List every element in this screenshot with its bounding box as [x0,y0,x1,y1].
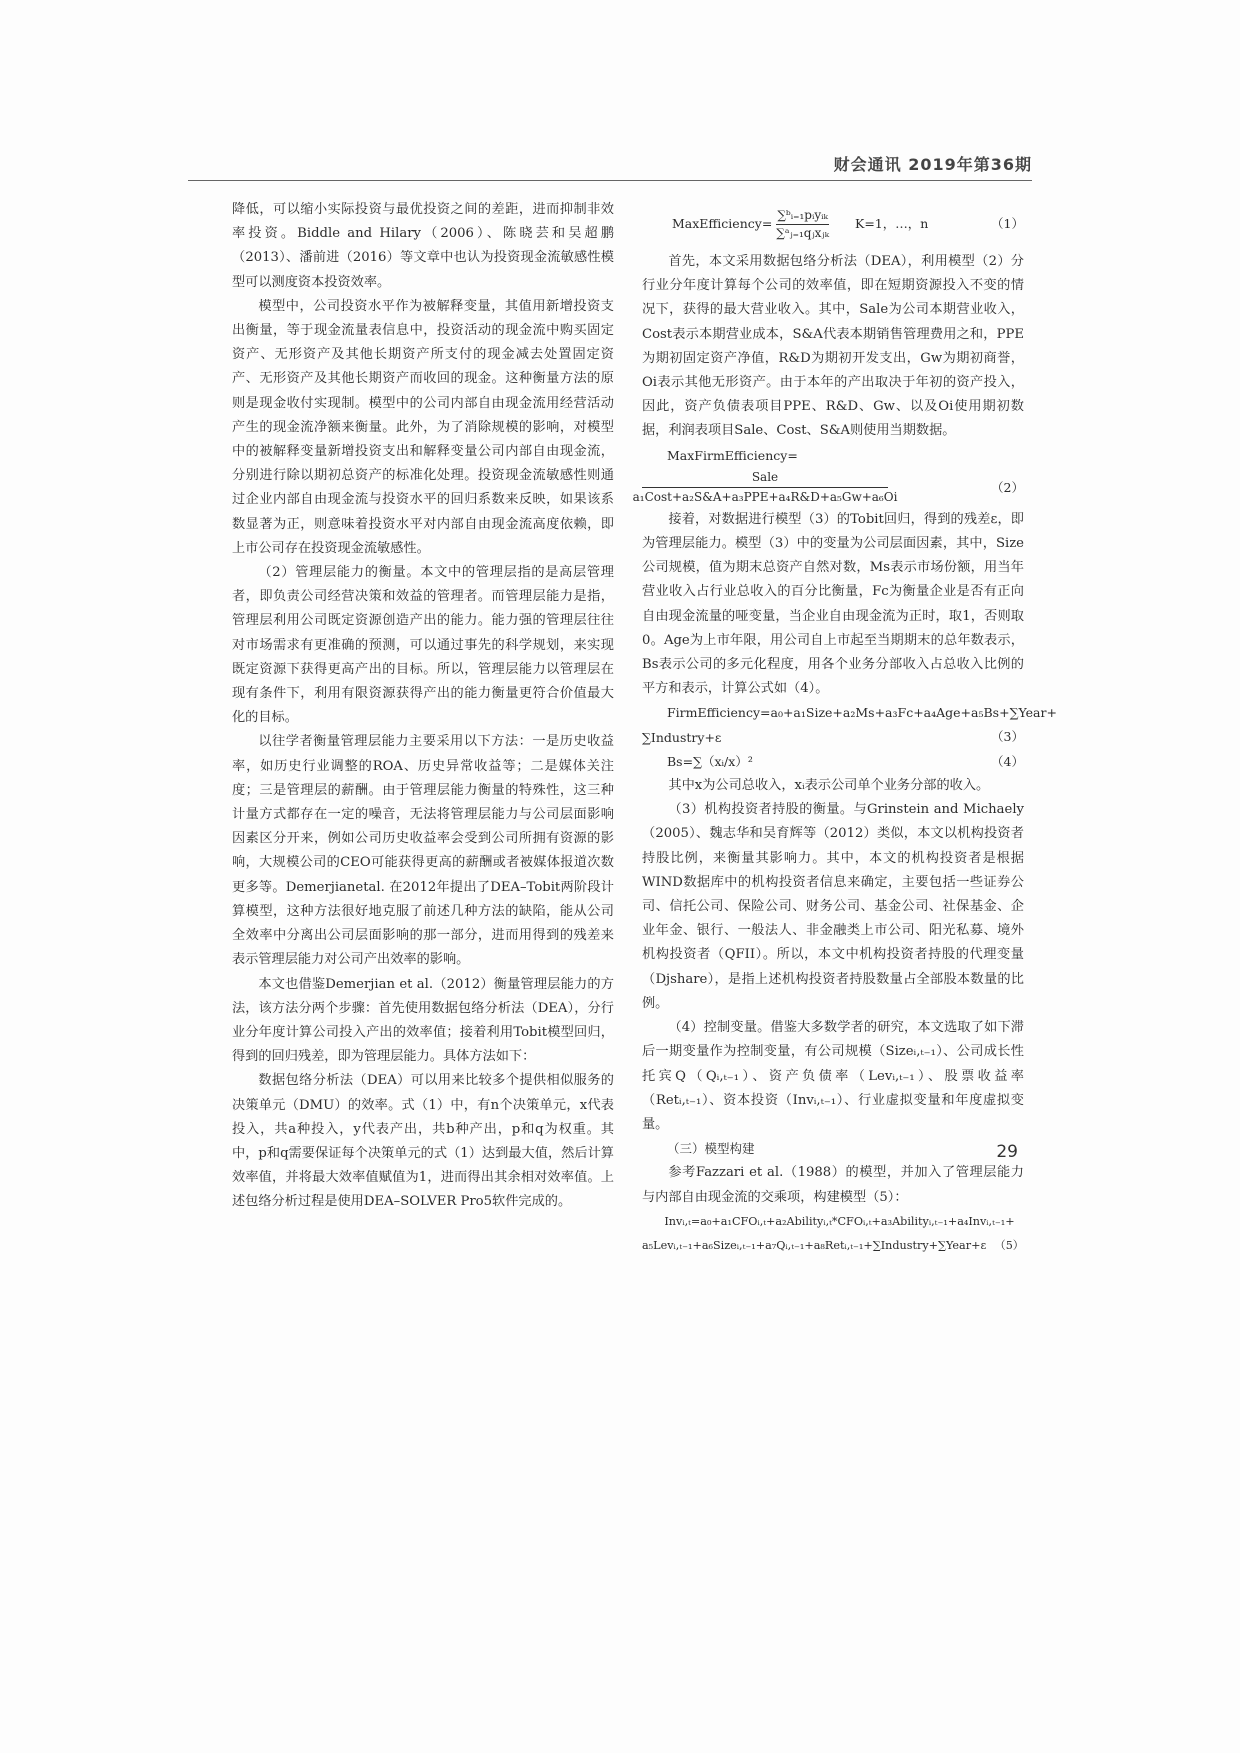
equation-5 [642,1210,1024,1258]
eq3-line1: FirmEfficiency=a₀+a₁Size+a₂Ms+a₃Fc+a₄Age+a₅Bs+∑Year+ [667,705,1057,721]
right-paragraphs-b [642,508,1024,702]
paragraph: （4）控制变量。借鉴大多数学者的研究，本文选取了如下滞后一期变量作为控制变量，有公司规模（Sizeᵢ,ₜ₋₁）、公司成长性托宾Q（Qᵢ,ₜ₋₁）、资产负债率（Levᵢ,ₜ₋₁）、股票收益率（Retᵢ,ₜ₋₁）、资本投资（Invᵢ,ₜ₋₁）、行业虚拟变量和年度虚拟变量。 [642,1020,1024,1132]
running-head: 财会通讯 2019年第36期 [833,155,1032,174]
paragraph: 模型中，公司投资水平作为被解释变量，其值用新增投资支出衡量，等于现金流量表信息中，投资活动的现金流中购买固定资产、无形资产及其他长期资产所支付的现金减去处置固定资产、无形资产及其他长期资产而收回的现金。这种衡量方法的原则是现金收付实现制。模型中的公司内部自由现金流用经营活动产生的现金流净额来衡量。此外，为了消除规模的影响，对模型中的被解释变量新增投资支出和解释变量公司内部自由现金流，分别进行除以期初总资产的标准化处理。投资现金流敏感性则通过企业内部自由现金流与投资水平的回归系数来反映，如果该系数显著为正，则意味着投资水平对内部自由现金流高度依赖，即上市公司存在投资现金流敏感性。 [232,298,614,556]
eq1-numerator: ∑ᵇᵢ₌₁pᵢyᵢₖ [777,207,828,222]
paragraph: 其中x为公司总收入，xᵢ表示公司单个业务分部的收入。 [668,778,990,794]
eq1-number: （1） [991,216,1024,231]
eq1-lhs: MaxEfficiency= [672,215,773,231]
equation-4 [642,750,1024,774]
eq1-fraction [776,207,829,242]
right-column [632,198,1057,1258]
paragraph: 接着，对数据进行模型（3）的Tobit回归，得到的残差ε，即为管理层能力。模型（3）中的变量为公司层面因素，其中，Size公司规模，值为期末总资产自然对数，Ms表示市场份额，用当年营业收入占行业总收入的百分比衡量，Fc为衡量企业是否有正向自由现金流量的哑变量，当企业自由现金流为正时，取1，否则取0。Age为上市年限，用公司自上市起至当期期末的总年数表示，Bs表示公司的多元化程度，用各个业务分部收入占总收入比例的平方和表示，计算公式如（4）。 [642,511,1024,697]
eq2-fraction [632,468,898,507]
paragraph: 首先，本文采用数据包络分析法（DEA），利用模型（2）分行业分年度计算每个公司的效率值，即在短期资源投入不变的情况下，获得的最大营业收入。其中，Sale为公司本期营业收入，Cost表示本期营业成本，S&A代表本期销售管理费用之和，PPE为期初固定资产净值，R&D为期初开发支出，Gw为期初商誉，Oi表示其他无形资产。由于本年的产出取决于年初的资产投入，因此，资产负债表项目PPE、R&D、Gw、以及Oi使用期初数据，利润表项目Sale、Cost、S&A则使用当期数据。 [642,254,1024,439]
page-number: 29 [996,1142,1018,1162]
equation-1 [642,198,1024,250]
eq4-text: Bs=∑（xᵢ/x）² [667,753,753,769]
eq4-number: （4） [991,753,1024,769]
right-paragraphs-a [642,250,1024,444]
eq5-line2: a₅Levᵢ,ₜ₋₁+a₆Sizeᵢ,ₜ₋₁+a₇Qᵢ,ₜ₋₁+a₈Retᵢ,ₜ₋₁+∑Industry+∑Year+ε [642,1238,987,1252]
paragraph: 降低，可以缩小实际投资与最优投资之间的差距，进而抑制非效率投资。Biddle and Hilary（2006）、陈晓芸和吴超鹏（2013）、潘前进（2016）等文章中也认为投资现金流敏感性模型可以测度资本投资效率。 [232,202,614,290]
left-column [232,198,614,1215]
eq1-denominator: ∑ᵃⱼ₌₁qⱼxⱼₖ [776,225,829,240]
paragraph: （2）管理层能力的衡量。本文中的管理层指的是高层管理者，即负责公司经营决策和效益的管理者。而管理层能力是指，管理层利用公司既定资源创造产出的能力。能力强的管理层往往对市场需求有更准确的预测，可以通过事先的科学规划，来实现既定资源下获得更高产出的目标。所以，管理层能力以管理层在现有条件下，利用有限资源获得产出的能力衡量更符合价值最大化的目标。 [232,565,614,726]
eq2-numerator: Sale [751,469,779,484]
equation-3 [642,701,1057,749]
header-rule [188,180,1032,181]
right-paragraphs-d [642,1161,1024,1209]
eq3-line2: ∑Industry+ε [642,729,722,745]
paragraph: 以往学者衡量管理层能力主要采用以下方法：一是历史收益率，如历史行业调整的ROA、历史异常收益等；二是媒体关注度；三是管理层的薪酬。由于管理层能力衡量的特殊性，这三种计量方式都存在一定的噪音，无法将管理层能力与公司层面影响因素区分开来，例如公司历史收益率会受到公司所拥有资源的影响，大规模公司的CEO可能获得更高的薪酬或者被媒体报道次数更多等。Demerjianetal. 在2012年提出了DEA–Tobit两阶段计算模型，这种方法很好地克服了前述几种方法的缺陷，能从公司全效率中分离出公司层面影响的那一部分，进而用得到的残差来表示管理层能力对公司产出效率的影响。 [232,734,614,968]
paragraph: （3）机构投资者持股的衡量。与Grinstein and Michaely（2005）、魏志华和吴育辉等（2012）类似，本文以机构投资者持股比例，来衡量其影响力。其中，本文的机构投资者是根据WIND数据库中的机构投资者信息来确定，主要包括一些证券公司、信托公司、保险公司、财务公司、基金公司、社保基金、企业年金、银行、一般法人、非金融类上市公司、阳光私募、境外机构投资者（QFII）。所以，本文中机构投资者持股的代理变量（Djshare），是指上述机构投资者持股数量占全部股本数量的比例。 [642,802,1024,1011]
equation-2 [632,468,1024,508]
section-subheading: （三）模型构建 [667,1141,755,1157]
eq1-range: K=1，…，n [854,215,929,231]
equation-2-label [642,444,1024,468]
eq2-number: （2） [991,479,1024,495]
paragraph: 数据包络分析法（DEA）可以用来比较多个提供相似服务的决策单元（DMU）的效率。式（1）中，有n个决策单元，x代表投入，共a种投入，y代表产出，共b种产出，p和q为权重。其中，p和q需要保证每个决策单元的式（1）达到最大值，然后计算效率值，并将最大效率值赋值为1，进而得出其余相对效率值。上述包络分析过程是使用DEA–SOLVER Pro5软件完成的。 [232,1073,614,1210]
paragraph: 参考Fazzari et al.（1988）的模型，并加入了管理层能力与内部自由现金流的交乘项，构建模型（5）： [642,1165,1024,1205]
paragraph: 本文也借鉴Demerjian et al.（2012）衡量管理层能力的方法，该方法分两个步骤：首先使用数据包络分析法（DEA），分行业分年度计算公司投入产出的效率值；接着利用Tobit模型回归，得到的回归残差，即为管理层能力。具体方法如下： [232,976,614,1065]
right-paragraphs-c [642,774,1024,1137]
eq3-number: （3） [991,729,1024,745]
eq2-lhs: MaxFirmEfficiency= [667,447,798,463]
eq2-denominator: a₁Cost+a₂S&A+a₃PPE+a₄R&D+a₅Gw+a₆Oi [632,489,898,504]
eq5-line1: Invᵢ,ₜ=a₀+a₁CFOᵢ,ₜ+a₂Abilityᵢ,ₜ*CFOᵢ,ₜ+a₃Abilityᵢ,ₜ₋₁+a₄Invᵢ,ₜ₋₁+ [664,1214,1015,1228]
eq5-number: （5） [994,1238,1024,1252]
